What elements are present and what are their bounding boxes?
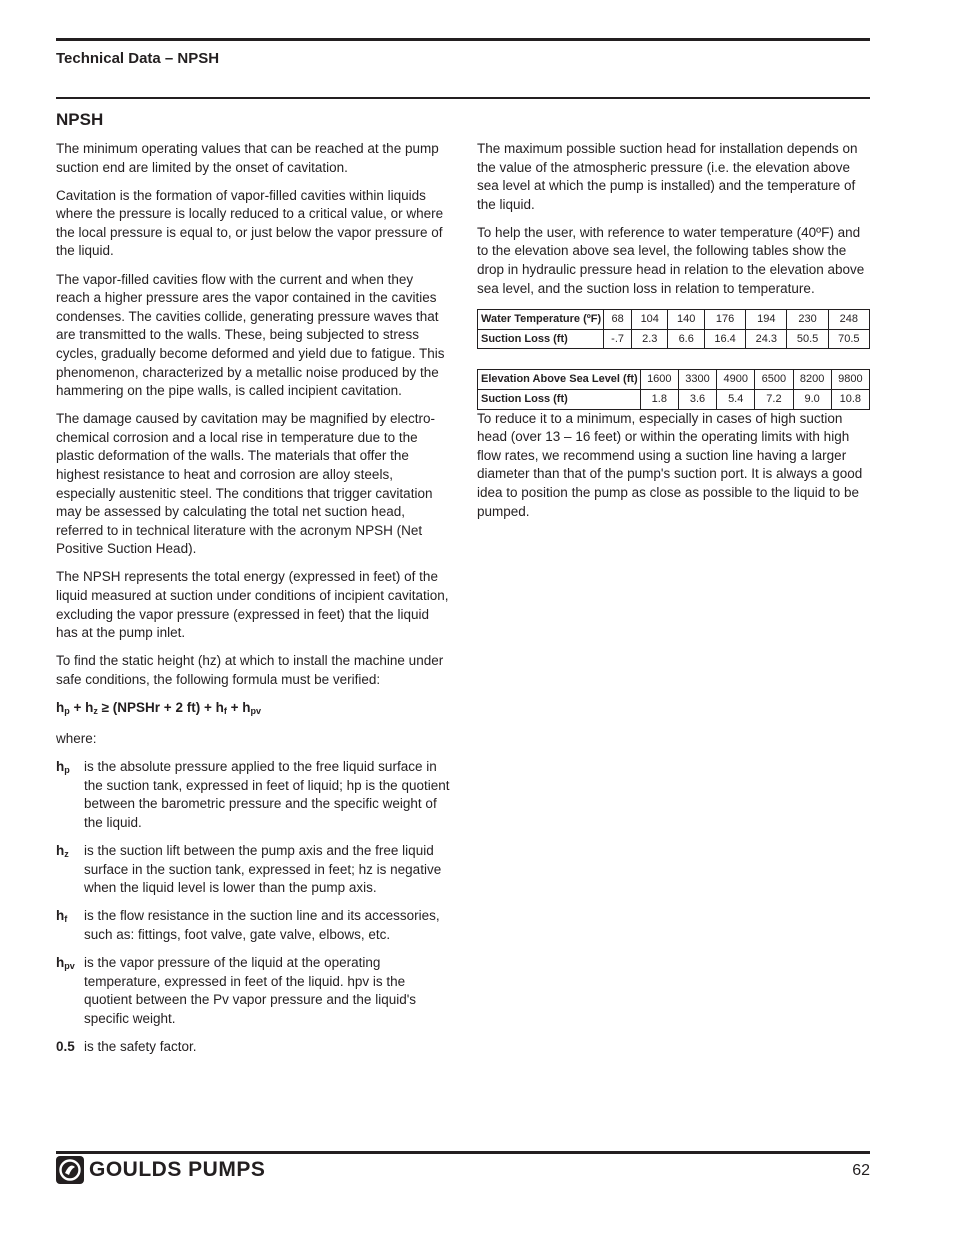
left-column bbox=[56, 140, 450, 1066]
table-row: Suction Loss (ft) 1.8 3.6 5.4 7.2 9.0 10.8 bbox=[478, 390, 870, 410]
section-title: NPSH bbox=[56, 110, 104, 129]
section-rule bbox=[56, 97, 870, 99]
definition-hp: $h_p$ is the absolute pressure applied to the free liquid surface in the suction tank, expressed in feet of liquid; hp is the quotient between the barometric pressure and the specific weight of the liquid. bbox=[56, 759, 450, 830]
paragraph: The NPSH represents the total energy (expressed in feet) of the liquid measured at suction under conditions of incipient cavitation, excluding the vapor pressure (expressed in feet) that the liquid has at the pump inlet. bbox=[56, 569, 449, 641]
paragraph: The vapor-filled cavities flow with the current and when they reach a higher pressure ares the vapor contained in the cavities condenses. The cavities collide, generating pressure waves that are transmitted to the walls. These, being subjected to stress cycles, gradually become deformed and yield due to fatigue. This phenomenon, characterized by a metallic noise produced by the hammering on the pipe walls, is called incipient cavitation. bbox=[56, 271, 445, 399]
goulds-pumps-logo bbox=[56, 1156, 265, 1184]
header-rule bbox=[56, 38, 870, 41]
table-row: Suction Loss (ft) -.7 2.3 6.6 16.4 24.3 50.5 70.5 bbox=[478, 329, 870, 349]
right-column bbox=[477, 140, 870, 531]
npsh-formula: $h_p + h_z$ ≥ (NPSHr + 2 $ft) + h_f + h_{pv}$ bbox=[56, 700, 261, 717]
paragraph: To help the user, with reference to water temperature (40ºF) and to the elevation above sea level, the following tables show the drop in hydraulic pressure head in relation to the elevation above sea level, and the suction loss in relation to temperature. bbox=[477, 224, 865, 296]
goulds-logo-icon bbox=[56, 1156, 84, 1184]
definition-hpv: $h_{pv}$ is the vapor pressure of the liquid at the operating temperature, expressed in feet of the liquid. hpv is the quotient between the Pv vapor pressure and the liquid's specific weight. bbox=[56, 955, 417, 1026]
definition-safety-factor: 0.5 is the safety factor. bbox=[56, 1038, 197, 1054]
table-row: Elevation Above Sea Level (ft) 1600 3300 4900 6500 8200 9800 bbox=[478, 370, 870, 390]
paragraph: Cavitation is the formation of vapor-filled cavities within liquids where the pressure is locally reduced to a critical value, or where the local pressure is equal to, or just below the vapor pressure of the liquid. bbox=[56, 187, 444, 259]
brand-name: GOULDS PUMPS bbox=[89, 1158, 266, 1181]
page-number: 62 bbox=[852, 1162, 870, 1179]
where-label: where: bbox=[56, 731, 97, 747]
paragraph: The damage caused by cavitation may be magnified by electro-chemical corrosion and a local rise in temperature due to the plastic deformation of the walls. The materials that offer the highest resistance to heat and corrosion are alloy steels, especially austenitic steel. The conditions that trigger cavitation may be assessed by calculating the total net suction head, referred to in technical literature with the acronym NPSH (Net Positive Suction Head). bbox=[56, 411, 435, 557]
page-header-title: Technical Data – NPSH bbox=[56, 50, 220, 67]
definition-hz: $h_z$ is the suction lift between the pump axis and the free liquid surface in the suction tank, expressed in feet; hz is negative when the liquid level is lower than the pump axis. bbox=[56, 843, 442, 896]
paragraph: To reduce it to a minimum, especially in cases of high suction head (over 13 – 16 feet) or within the operating limits with high flow rates, we recommend using a suction line having a larger diameter than that of the pump's suction port. It is always a good idea to position the pump as close as possible to the liquid to be pumped. bbox=[477, 410, 863, 519]
footer-rule bbox=[56, 1151, 870, 1154]
paragraph: The minimum operating values that can be reached at the pump suction end are limited by the onset of cavitation. bbox=[56, 141, 439, 175]
elevation-suction-table bbox=[477, 369, 870, 409]
definition-hf: $h_f$ is the flow resistance in the suction line and its accessories, such as: fittings, foot valve, gate valve, elbows, etc. bbox=[56, 908, 440, 942]
temperature-suction-table bbox=[477, 309, 870, 349]
paragraph: The maximum possible suction head for installation depends on the value of the atmospheric pressure (i.e. the elevation above sea level at which the pump is installed) and the temperature of the liquid. bbox=[477, 141, 858, 212]
paragraph: To find the static height (hz) at which to install the machine under safe conditions, the following formula must be verified: bbox=[56, 653, 444, 687]
table-row: Water Temperature (ºF) 68 104 140 176 194 230 248 bbox=[478, 310, 870, 330]
